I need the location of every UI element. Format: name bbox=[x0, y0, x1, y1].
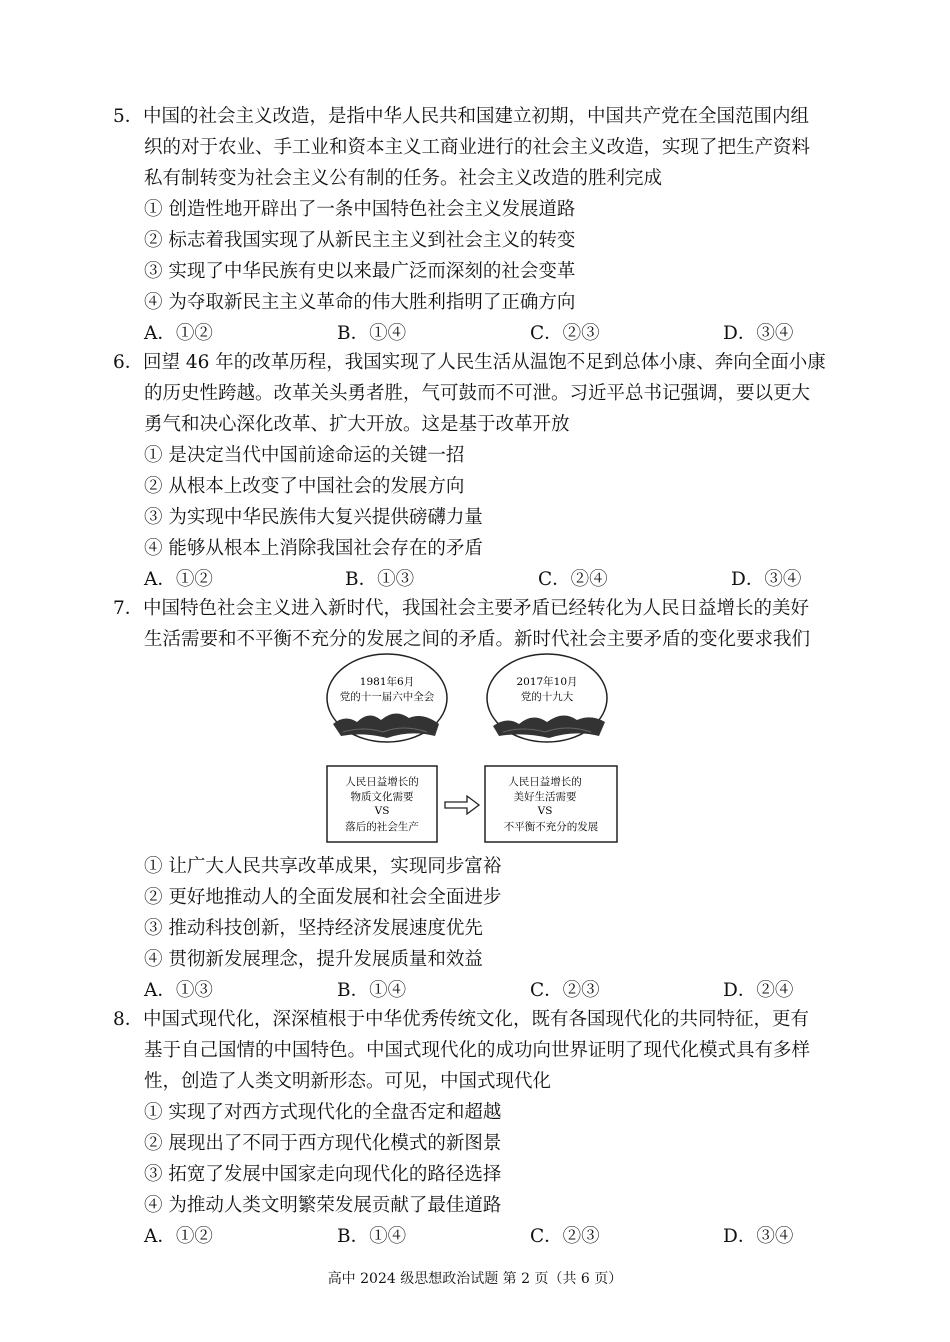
statement-option: ① 让广大人民共享改革成果，实现同步富裕 bbox=[144, 856, 502, 877]
right-box bbox=[485, 766, 617, 842]
answer-choices bbox=[113, 318, 853, 349]
answer-choices bbox=[113, 1221, 853, 1252]
answer-choices bbox=[113, 564, 853, 595]
question-number: 5． bbox=[113, 106, 144, 127]
page-footer: 高中 2024 级思想政治试题 第 2 页（共 6 页） bbox=[327, 1271, 623, 1287]
question-stem: 基于自己国情的中国特色。中国式现代化的成功向世界证明了现代化模式具有多样 bbox=[144, 1040, 811, 1061]
answer-choices bbox=[113, 975, 853, 1006]
statement-option: ④ 能够从根本上消除我国社会存在的矛盾 bbox=[144, 538, 483, 559]
statement-option: ③ 实现了中华民族有史以来最广泛而深刻的社会变革 bbox=[144, 261, 576, 282]
svg-text:人民日益增长的: 人民日益增长的 bbox=[345, 776, 419, 788]
question-stem: 回望 46 年的改革历程，我国实现了人民生活从温饱不足到总体小康、奔向全面小康 bbox=[143, 352, 826, 373]
arrow-right-icon bbox=[445, 796, 479, 814]
question-7-options bbox=[113, 851, 853, 1006]
question-7 bbox=[113, 593, 853, 655]
question-stem: 中国式现代化，深深植根于中华优秀传统文化，既有各国现代化的共同特征，更有 bbox=[143, 1009, 810, 1030]
right-circle bbox=[487, 654, 607, 742]
question-6 bbox=[113, 347, 853, 595]
statement-option: ② 从根本上改变了中国社会的发展方向 bbox=[144, 476, 465, 497]
statement-option: ② 标志着我国实现了从新民主主义到社会主义的转变 bbox=[144, 230, 576, 251]
question-stem: 中国特色社会主义进入新时代，我国社会主要矛盾已经转化为人民日益增长的美好 bbox=[143, 598, 810, 619]
choice-b: B．①④ bbox=[337, 1226, 407, 1247]
statement-option: ② 更好地推动人的全面发展和社会全面进步 bbox=[144, 887, 502, 908]
svg-text:VS: VS bbox=[537, 805, 553, 817]
question-stem: 生活需要和不平衡不充分的发展之间的矛盾。新时代社会主要矛盾的变化要求我们 bbox=[144, 629, 811, 650]
question-number: 8． bbox=[113, 1009, 144, 1030]
svg-text:落后的社会生产: 落后的社会生产 bbox=[345, 821, 419, 833]
choice-a: A．①③ bbox=[144, 980, 213, 1001]
question-number: 6． bbox=[113, 352, 144, 373]
choice-c: C．②③ bbox=[530, 323, 600, 344]
statement-option: ② 展现出了不同于西方现代化模式的新图景 bbox=[144, 1133, 502, 1154]
statement-option: ③ 推动科技创新，坚持经济发展速度优先 bbox=[144, 918, 483, 939]
svg-text:物质文化需要: 物质文化需要 bbox=[350, 791, 414, 803]
statement-option: ④ 为推动人类文明繁荣发展贡献了最佳道路 bbox=[144, 1195, 502, 1216]
choice-d: D．②④ bbox=[723, 980, 794, 1001]
choice-b: B．①④ bbox=[337, 323, 407, 344]
svg-text:不平衡不充分的发展: 不平衡不充分的发展 bbox=[503, 821, 599, 833]
choice-b: B．①④ bbox=[337, 980, 407, 1001]
question-stem: 的历史性跨越。改革关头勇者胜，气可鼓而不可泄。习近平总书记强调，要以更大 bbox=[144, 383, 811, 404]
choice-d: D．③④ bbox=[723, 1226, 794, 1247]
right-circle-date: 2017年10月 bbox=[516, 676, 578, 688]
statement-option: ④ 贯彻新发展理念，提升发展质量和效益 bbox=[144, 949, 483, 970]
choice-a: A．①② bbox=[144, 1226, 213, 1247]
question-8 bbox=[113, 1004, 853, 1252]
left-circle bbox=[327, 654, 447, 742]
statement-option: ③ 为实现中华民族伟大复兴提供磅礴力量 bbox=[144, 507, 483, 528]
svg-text:人民日益增长的: 人民日益增长的 bbox=[508, 776, 582, 788]
question-stem: 勇气和决心深化改革、扩大开放。这是基于改革开放 bbox=[144, 414, 570, 435]
question-stem: 私有制转变为社会主义公有制的任务。社会主义改造的胜利完成 bbox=[144, 168, 663, 189]
contradiction-diagram bbox=[323, 652, 623, 848]
statement-option: ① 创造性地开辟出了一条中国特色社会主义发展道路 bbox=[144, 199, 576, 220]
choice-a: A．①② bbox=[144, 323, 213, 344]
choice-b: B．①③ bbox=[345, 569, 415, 590]
svg-text:美好生活需要: 美好生活需要 bbox=[513, 791, 577, 803]
choice-d: D．③④ bbox=[731, 569, 802, 590]
question-stem: 性，创造了人类文明新形态。可见，中国式现代化 bbox=[144, 1071, 552, 1092]
choice-a: A．①② bbox=[144, 569, 213, 590]
statement-option: ④ 为夺取新民主主义革命的伟大胜利指明了正确方向 bbox=[144, 292, 576, 313]
choice-c: C．②③ bbox=[530, 1226, 600, 1247]
question-5 bbox=[113, 101, 853, 349]
statement-option: ① 实现了对西方式现代化的全盘否定和超越 bbox=[144, 1102, 502, 1123]
question-number: 7． bbox=[113, 598, 144, 619]
choice-d: D．③④ bbox=[723, 323, 794, 344]
question-stem: 织的对于农业、手工业和资本主义工商业进行的社会主义改造，实现了把生产资料 bbox=[144, 137, 811, 158]
right-circle-event: 党的十九大 bbox=[520, 691, 574, 703]
svg-text:VS: VS bbox=[374, 805, 390, 817]
choice-c: C．②④ bbox=[538, 569, 608, 590]
statement-option: ③ 拓宽了发展中国家走向现代化的路径选择 bbox=[144, 1164, 502, 1185]
statement-option: ① 是决定当代中国前途命运的关键一招 bbox=[144, 445, 465, 466]
left-circle-event: 党的十一届六中全会 bbox=[339, 691, 435, 703]
left-circle-date: 1981年6月 bbox=[359, 676, 415, 688]
mountain-icon bbox=[493, 715, 605, 738]
left-box bbox=[327, 766, 437, 842]
question-stem: 中国的社会主义改造，是指中华人民共和国建立初期，中国共产党在全国范围内组 bbox=[143, 106, 810, 127]
mountain-icon bbox=[333, 713, 439, 738]
choice-c: C．②③ bbox=[530, 980, 600, 1001]
